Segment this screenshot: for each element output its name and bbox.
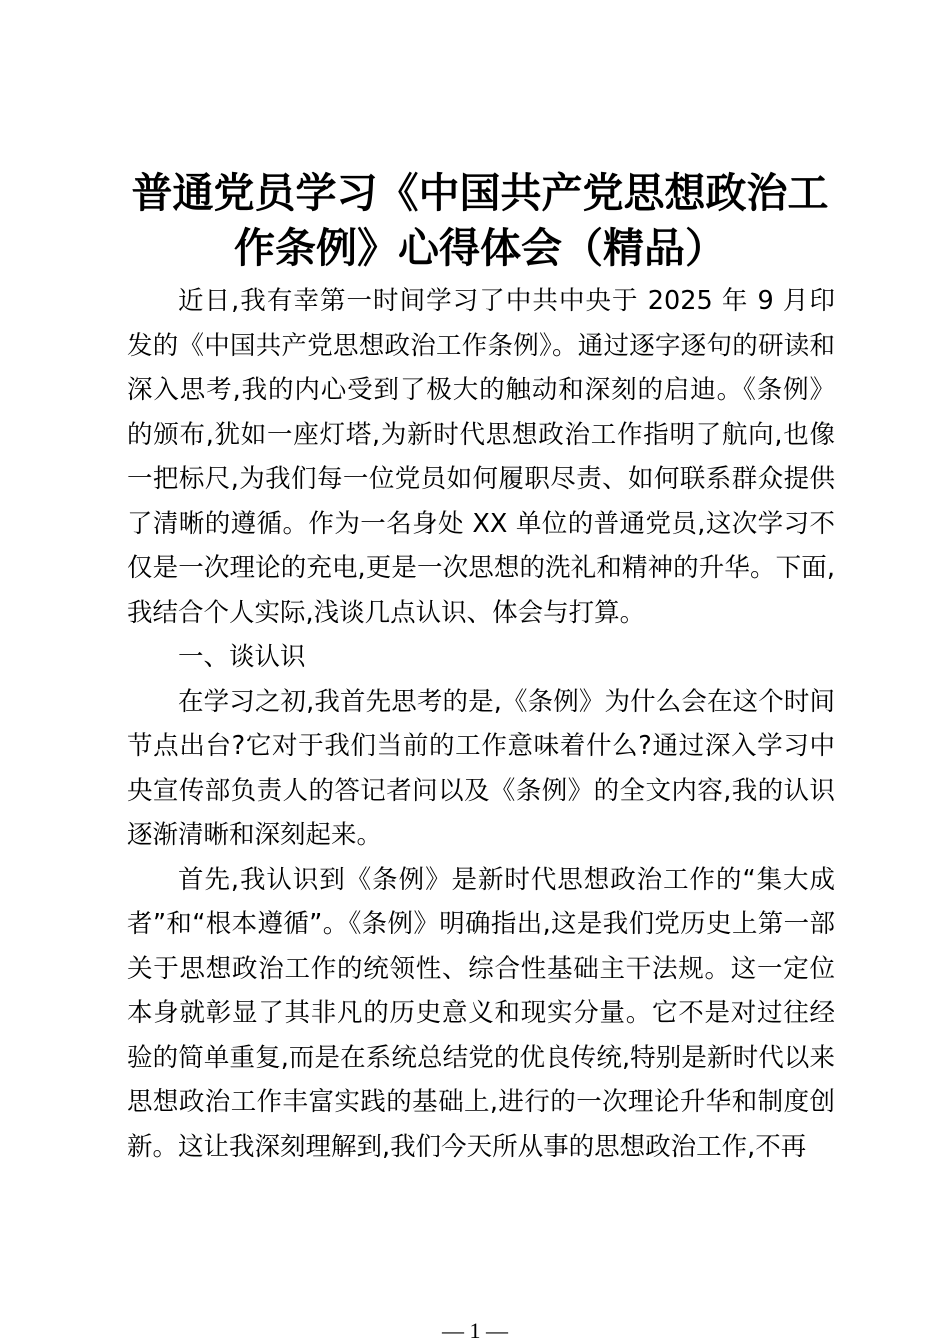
document-body [127, 279, 835, 1169]
title-line-1: 普通党员学习《中国共产党思想政治工 [131, 169, 829, 217]
section-heading: 一、谈认识 [178, 642, 306, 672]
title-line-2: 作条例》心得体会（精品） [234, 224, 726, 272]
paragraph: 在学习之初,我首先思考的是,《条例》为什么会在这个时间节点出台?它对于我们当前的工作意味着什么?通过深入学习中央宣传部负责人的答记者问以及《条例》的全文内容,我的认识逐渐清晰和深刻起来。 [127, 686, 835, 850]
paragraph: 首先,我认识到《条例》是新时代思想政治工作的“集大成者”和“根本遵循”。《条例》明确指出,这是我们党历史上第一部关于思想政治工作的统领性、综合性基础主干法规。这一定位本身就彰显了其非凡的历史意义和现实分量。它不是对过往经验的简单重复,而是在系统总结党的优良传统,特别是新时代以来思想政治工作丰富实践的基础上,进行的一次理论升华和制度创新。这让我深刻理解到,我们今天所从事的思想政治工作,不再 [127, 864, 835, 1162]
page-number: — 1 — [442, 1318, 508, 1343]
paragraph-intro: 近日,我有幸第一时间学习了中共中央于 2025 年 9 月印发的《中国共产党思想政治工作条例》。通过逐字逐句的研读和深入思考,我的内心受到了极大的触动和深刻的启迪。《条例》的颁布,犹如一座灯塔,为新时代思想政治工作指明了航向,也像一把标尺,为我们每一位党员如何履职尽责、如何联系群众提供了清晰的遵循。作为一名身处 XX 单位的普通党员,这次学习不仅是一次理论的充电,更是一次思想的洗礼和精神的升华。下面,我结合个人实际,浅谈几点认识、体会与打算。 [127, 286, 835, 628]
document-title [110, 166, 850, 276]
